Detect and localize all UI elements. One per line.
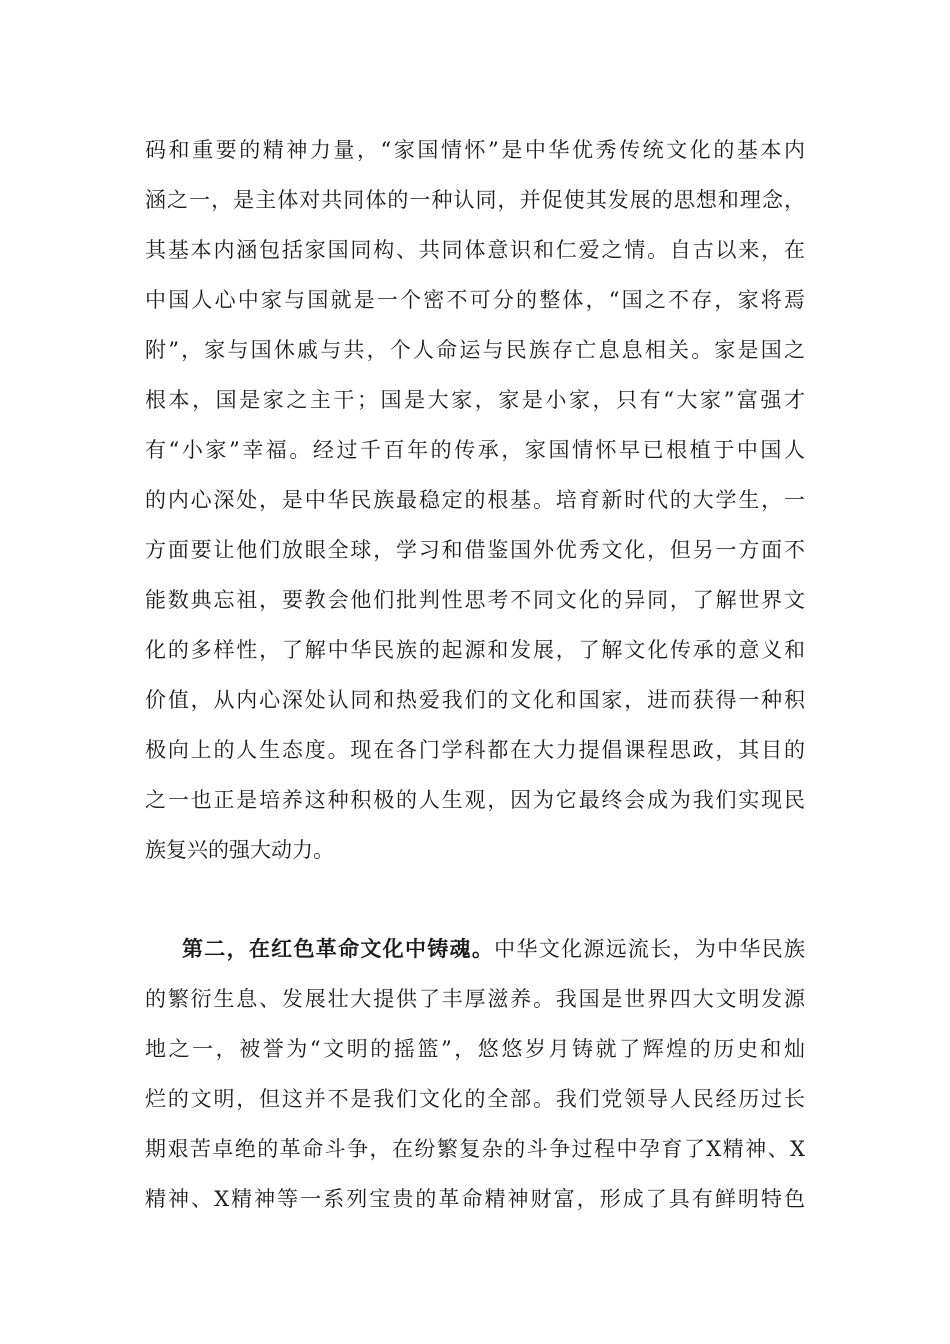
paragraph-line: 其基本内涵包括家国同构、共同体意识和仁爱之情。自古以来，在 (145, 238, 805, 262)
paragraph-line: 地之一，被誉为“文明的摇篮”，悠悠岁月铸就了辉煌的历史和灿 (145, 1037, 805, 1061)
paragraph-line: 中国人心中家与国就是一个密不可分的整体，“国之不存，家将焉 (145, 288, 805, 312)
paragraph-line: 方面要让他们放眼全球，学习和借鉴国外优秀文化，但另一方面不 (145, 538, 805, 562)
paragraph-line: 化的多样性，了解中华民族的起源和发展，了解文化传承的意义和 (145, 638, 805, 662)
paragraph-line: 之一也正是培养这种积极的人生观，因为它最终会成为我们实现民 (145, 788, 805, 812)
section-heading: 第二，在红色革命文化中铸魂。 (182, 936, 495, 961)
paragraph-line: 涵之一，是主体对共同体的一种认同，并促使其发展的思想和理念， (145, 188, 805, 212)
paragraph-line: 能数典忘祖，要教会他们批判性思考不同文化的异同，了解世界文 (145, 588, 805, 612)
paragraph-line: 附”，家与国休戚与共，个人命运与民族存亡息息相关。家是国之 (145, 338, 805, 362)
paragraph-line: 码和重要的精神力量，“家国情怀”是中华优秀传统文化的基本内 (145, 138, 805, 162)
paragraph-line: 价值，从内心深处认同和热爱我们的文化和国家，进而获得一种积 (145, 688, 805, 712)
paragraph-line: 期艰苦卓绝的革命斗争，在纷繁复杂的斗争过程中孕育了X精神、X (145, 1137, 805, 1161)
paragraph-line: 精神、X精神等一系列宝贵的革命精神财富，形成了具有鲜明特色 (145, 1187, 805, 1211)
paragraph-line: 烂的文明，但这并不是我们文化的全部。我们党领导人民经历过长 (145, 1087, 805, 1111)
paragraph-line: 族复兴的强大动力。 (145, 838, 334, 862)
paragraph-first-line (182, 929, 805, 969)
paragraph-line: 有“小家”幸福。经过千百年的传承，家国情怀早已根植于中国人 (145, 438, 805, 462)
paragraph-line: 根本，国是家之主干；国是大家，家是小家，只有“大家”富强才 (145, 388, 805, 412)
paragraph-line: 的内心深处，是中华民族最稳定的根基。培育新时代的大学生，一 (145, 488, 805, 512)
paragraph-line: 极向上的人生态度。现在各门学科都在大力提倡课程思政，其目的 (145, 738, 805, 762)
paragraph-text: 中华文化源远流长，为中华民族 (494, 937, 806, 961)
paragraph-line: 的繁衍生息、发展壮大提供了丰厚滋养。我国是世界四大文明发源 (145, 987, 805, 1011)
